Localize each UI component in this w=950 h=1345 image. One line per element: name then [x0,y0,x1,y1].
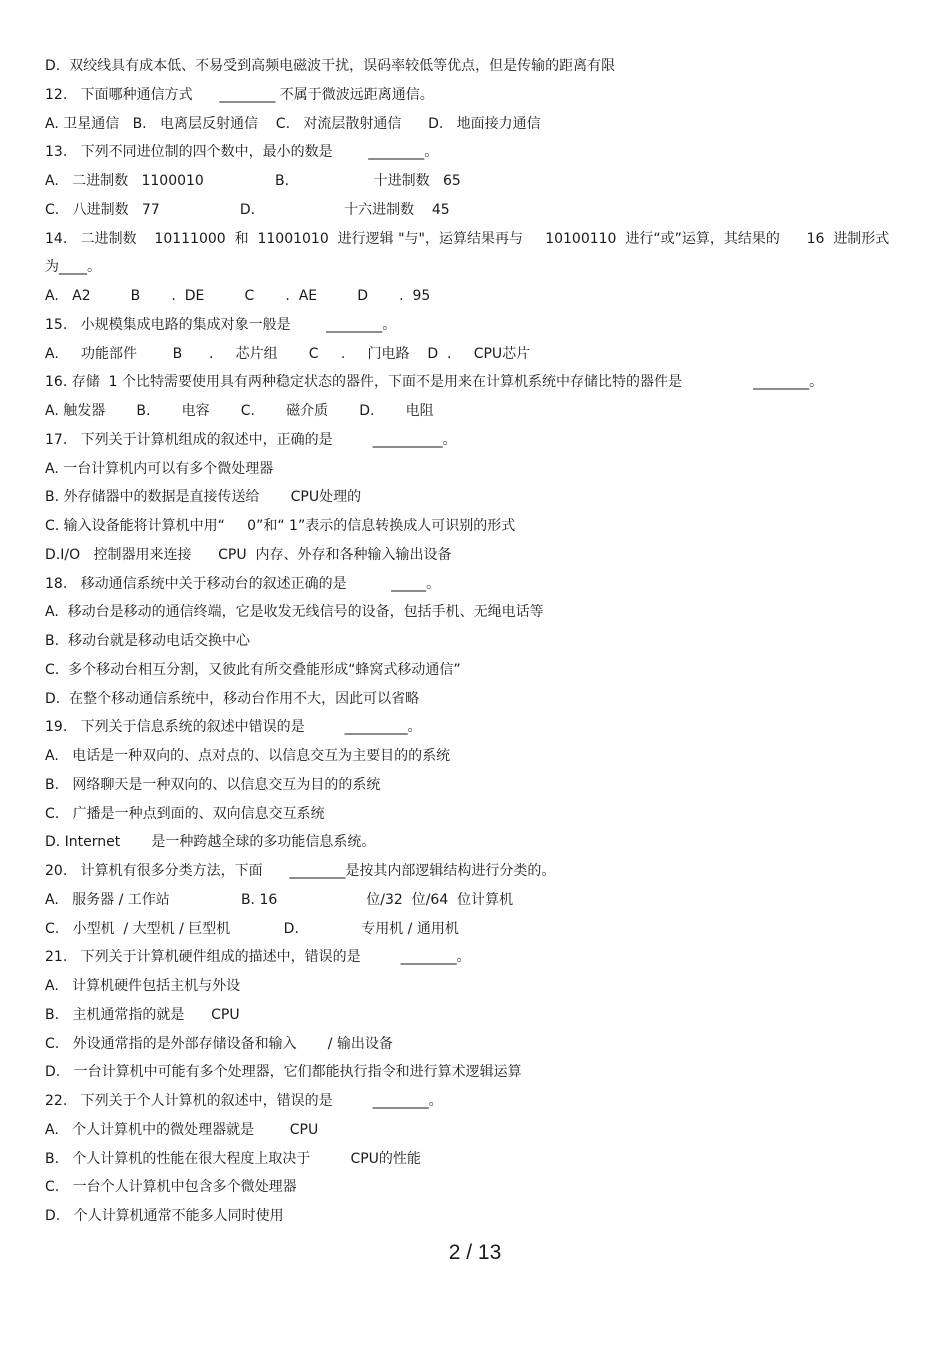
text-line: 15. 小规模集成电路的集成对象一般是 ________。 [45,316,397,333]
text-line: A. 服务器 / 工作站 B. 16 位/32 位/64 位计算机 [45,891,514,908]
text-line: D. 一台计算机中可能有多个处理器，它们都能执行指令和进行算术逻辑运算 [45,1064,522,1081]
page-number: 2 / 13 [448,1241,502,1264]
text-line: 17. 下列关于计算机组成的叙述中，正确的是 __________。 [45,431,457,448]
text-line: B. 移动台就是移动电话交换中心 [45,633,250,649]
text-line: 21. 下列关于计算机硬件组成的描述中，错误的是 ________。 [45,949,471,966]
text-line: C. 外设通常指的是外部存储设备和输入 / 输出设备 [45,1035,393,1052]
text-line: B. 外存储器中的数据是直接传送给 CPU处理的 [45,489,362,506]
text-line: A. 移动台是移动的通信终端，它是收发无线信号的设备，包括手机、无绳电话等 [45,604,544,621]
text-line: A. 二进制数 1100010 B. 十进制数 65 [45,173,461,189]
text-line: A. 触发器 B. 电容 C. 磁介质 D. 电阻 [45,403,434,419]
text-line: A. 电话是一种双向的、点对点的、以信息交互为主要目的的系统 [45,748,451,764]
text-line: A. A2 B . DE C . AE D . 95 [45,288,431,304]
text-line: B. 个人计算机的性能在很大程度上取决于 CPU的性能 [45,1150,421,1167]
text-line: 14. 二进制数 10111000 和 11001010 进行逻辑 "与"，运算结果再与 10100110 进行“或”运算，其结果的 16 进制形式 [45,230,890,247]
text-line: 12. 下面哪种通信方式 ________ 不属于微波远距离通信。 [45,86,434,103]
text-line: A. 计算机硬件包括主机与外设 [45,978,241,994]
text-line: D.I/O 控制器用来连接 CPU 内存、外存和各种输入输出设备 [45,546,452,563]
text-line: 20. 计算机有很多分类方法，下面 ________是按其内部逻辑结构进行分类的。 [45,863,556,879]
text-line: 22. 下列关于个人计算机的叙述中，错误的是 ________。 [45,1093,443,1109]
text-line: 16. 存储 1 个比特需要使用具有两种稳定状态的器件，下面不是用来在计算机系统中存储比特的器件是 ________。 [45,374,824,391]
text-line: D. 在整个移动通信系统中，移动台作用不大，因此可以省略 [45,690,420,707]
text-line: 18. 移动通信系统中关于移动台的叙述正确的是 _____。 [45,575,441,592]
text-line: A. 卫星通信 B. 电离层反射通信 C. 对流层散射通信 D. 地面接力通信 [45,115,541,132]
text-line: C. 小型机 / 大型机 / 巨型机 D. 专用机 / 通用机 [45,920,459,937]
text-line: C. 多个移动台相互分割，又彼此有所交叠能形成“蜂窝式移动通信” [45,661,461,678]
text-line: B. 网络聊天是一种双向的、以信息交互为目的的系统 [45,776,381,793]
text-line: C. 输入设备能将计算机中用“ 0”和“ 1”表示的信息转换成人可识别的形式 [45,518,516,534]
text-line: B. 主机通常指的就是 CPU [45,1006,240,1023]
text-line: D. 个人计算机通常不能多人同时使用 [45,1208,284,1224]
text-line: A. 一台计算机内可以有多个微处理器 [45,460,274,477]
text-line: A. 功能部件 B . 芯片组 C . 门电路 D . CPU芯片 [45,345,531,362]
text-line: D. Internet 是一种跨越全球的多功能信息系统。 [45,834,376,851]
text-line: 19. 下列关于信息系统的叙述中错误的是 _________。 [45,719,422,736]
text-line: C. 八进制数 77 D. 十六进制数 45 [45,201,450,218]
text-line: 13. 下列不同进位制的四个数中，最小的数是 ________。 [45,144,439,161]
text-line: 为____。 [45,259,101,276]
question-text-block [45,52,905,1231]
text-line: D. 双绞线具有成本低、不易受到高频电磁波干扰，误码率较低等优点，但是传输的距离有限 [45,58,616,74]
text-line: C. 一台个人计算机中包含多个微处理器 [45,1179,297,1196]
text-line: C. 广播是一种点到面的、双向信息交互系统 [45,805,325,822]
text-line: A. 个人计算机中的微处理器就是 CPU [45,1121,319,1138]
